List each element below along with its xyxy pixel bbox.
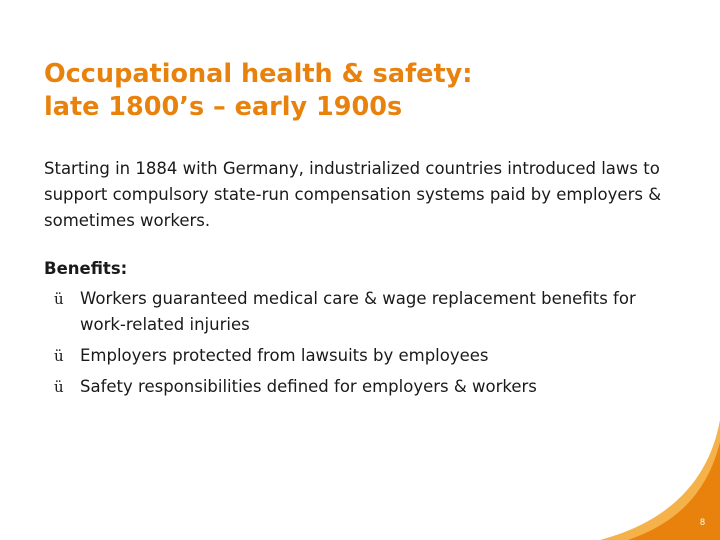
benefit-text: Workers guaranteed medical care & wage replacement benefits for work-related injuries — [80, 289, 636, 334]
checkmark-icon: ü — [54, 378, 64, 396]
benefit-text: Safety responsibilities defined for employers & workers — [80, 377, 537, 396]
benefits-list — [44, 286, 684, 405]
benefit-text: Employers protected from lawsuits by employees — [80, 346, 489, 365]
benefit-item — [44, 286, 684, 338]
benefits-heading: Benefits: — [44, 259, 128, 278]
slide-title-line-2: late 1800’s – early 1900s — [44, 92, 403, 122]
slide-title — [44, 58, 684, 124]
intro-paragraph: Starting in 1884 with Germany, industrialized countries introduced laws to support compulsory state-run compensation systems paid by employers & sometimes workers. — [44, 159, 662, 230]
benefit-item — [44, 374, 684, 400]
page-number: 8 — [699, 517, 705, 527]
benefit-item — [44, 343, 684, 369]
checkmark-icon: ü — [54, 290, 64, 308]
checkmark-icon: ü — [54, 347, 64, 365]
slide-title-line-1: Occupational health & safety: — [44, 59, 473, 89]
